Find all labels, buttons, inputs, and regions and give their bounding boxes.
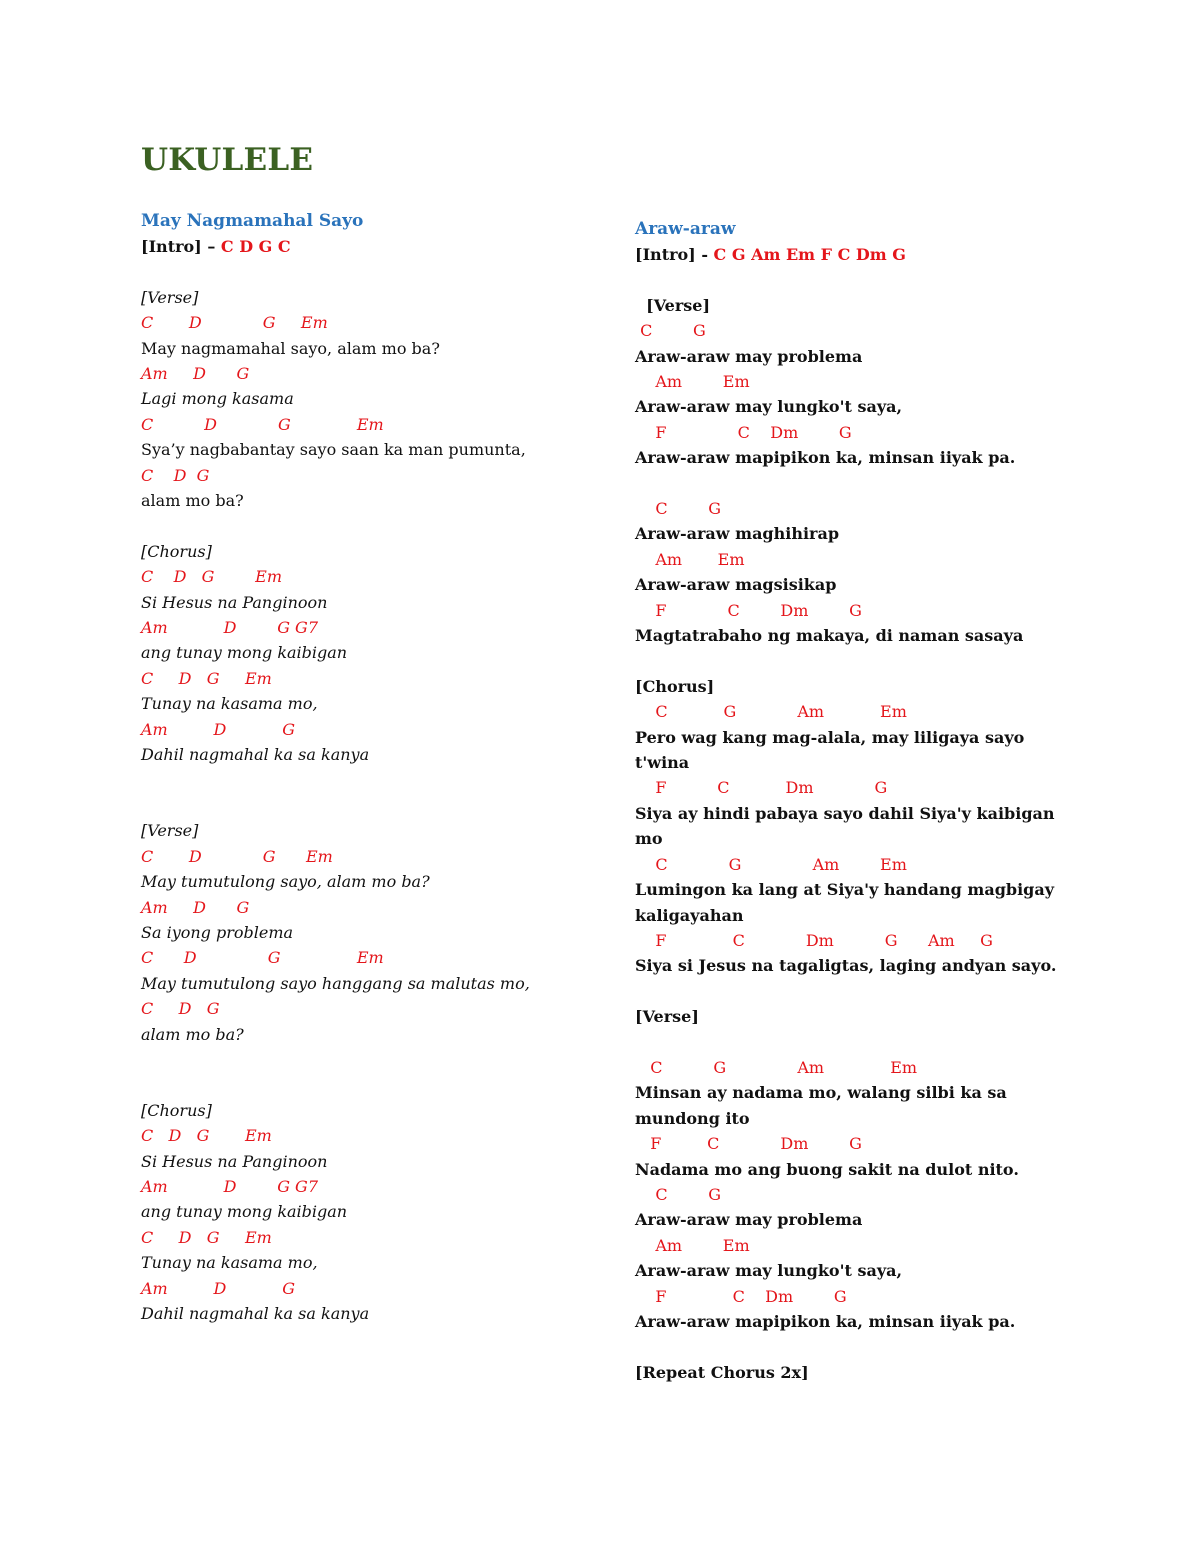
intro-chords: C D G C bbox=[220, 237, 291, 256]
lyric-line: Lagi mong kasama bbox=[141, 389, 294, 409]
chord-line: C D G Em bbox=[141, 1227, 272, 1247]
chord-line: F C Dm G bbox=[635, 778, 888, 798]
lyric-line: May tumutulong sayo hanggang sa malutas mo, bbox=[141, 973, 530, 993]
lyric-line: Araw-araw mapipikon ka, minsan iiyak pa. bbox=[635, 1311, 1016, 1331]
lyric-line: Tunay na kasama mo, bbox=[141, 1253, 318, 1273]
lyric-line: Araw-araw may lungko't saya, bbox=[635, 1261, 903, 1281]
document-title: UKULELE bbox=[141, 142, 314, 178]
lyric-line: Tunay na kasama mo, bbox=[141, 694, 318, 714]
chord-line: C D G Em bbox=[141, 1126, 272, 1146]
lyric-line: May tumutulong sayo, alam mo ba? bbox=[141, 872, 430, 892]
chord-line: F C Dm G bbox=[635, 1286, 847, 1306]
intro-line bbox=[141, 234, 571, 259]
chord-line: Am Em bbox=[635, 549, 745, 569]
chord-line: Am Em bbox=[635, 1235, 750, 1255]
lyric-line: Nadama mo ang buong sakit na dulot nito. bbox=[635, 1159, 1019, 1179]
chord-line: F C Dm G bbox=[635, 600, 862, 620]
chord-line: C D G Em bbox=[141, 567, 282, 587]
chord-line: C D G Em bbox=[141, 313, 328, 333]
section-label: [Verse] bbox=[141, 821, 199, 841]
chord-line: Am D G G7 bbox=[141, 618, 319, 638]
chord-line: Am D G bbox=[141, 1278, 296, 1298]
lyric-line: Araw-araw may problema bbox=[635, 1210, 863, 1230]
chord-line: C G bbox=[635, 321, 706, 341]
chord-line: Am D G bbox=[141, 719, 296, 739]
lyric-line: Araw-araw mapipikon ka, minsan iiyak pa. bbox=[635, 448, 1016, 468]
chord-line: C D G bbox=[141, 465, 210, 485]
intro-label: [Intro] – bbox=[141, 237, 221, 256]
chord-line: C D G bbox=[141, 999, 220, 1019]
song-title-araw-araw: Araw-araw bbox=[635, 219, 736, 239]
lyric-line: Sya’y nagbabantay sayo saan ka man pumunta, bbox=[141, 440, 526, 460]
intro-label: [Intro] - bbox=[635, 245, 714, 264]
lyric-line: Si Hesus na Panginoon bbox=[141, 592, 328, 612]
chord-line: Am D G G7 bbox=[141, 1176, 319, 1196]
song-title-may-nagmamahal-sayo: May Nagmamahal Sayo bbox=[141, 211, 364, 231]
section-label: [Chorus] bbox=[141, 1100, 212, 1120]
chord-line: F C Dm G bbox=[635, 1134, 862, 1154]
lyric-line: Lumingon ka lang at Siya'y handang magbigay kaligayahan bbox=[635, 880, 1060, 925]
chord-line: C G Am Em bbox=[635, 1057, 918, 1077]
section-label: [Chorus] bbox=[141, 541, 212, 561]
section-label: [Verse] bbox=[635, 295, 711, 315]
lyric-line: Dahil nagmahal ka sa kanya bbox=[141, 745, 370, 765]
lyric-line: Siya ay hindi pabaya sayo dahil Siya'y kaibigan mo bbox=[635, 803, 1061, 849]
song-right-column bbox=[635, 216, 1065, 1385]
lyric-line: alam mo ba? bbox=[141, 1024, 244, 1044]
chord-line: F C Dm G bbox=[635, 422, 852, 442]
chord-line: C G bbox=[635, 1184, 722, 1204]
chord-line: C G Am Em bbox=[635, 702, 907, 722]
lyric-line: Araw-araw may problema bbox=[635, 346, 863, 366]
lyric-line: ang tunay mong kaibigan bbox=[141, 643, 348, 663]
chord-line: C G Am Em bbox=[635, 854, 907, 874]
chord-line: Am Em bbox=[635, 372, 750, 392]
lyric-line: Magtatrabaho ng makaya, di naman sasaya bbox=[635, 626, 1024, 646]
lyric-line: Si Hesus na Panginoon bbox=[141, 1151, 328, 1171]
lyric-line: Dahil nagmahal ka sa kanya bbox=[141, 1304, 370, 1323]
lyric-line: alam mo ba? bbox=[141, 491, 244, 511]
lyric-line: Pero wag kang mag-alala, may liligaya sayo t'wina bbox=[635, 727, 1030, 773]
lyric-line: Minsan ay nadama mo, walang silbi ka sa mundong ito bbox=[635, 1083, 1013, 1128]
section-label: [Chorus] bbox=[635, 676, 715, 696]
lyric-line: Sa iyong problema bbox=[141, 922, 294, 942]
chord-line: C D G Em bbox=[141, 668, 272, 688]
section-label: [Verse] bbox=[635, 1007, 699, 1027]
chord-line: Am D G bbox=[141, 364, 250, 384]
chord-line: C D G Em bbox=[141, 846, 333, 866]
repeat-chorus-note: [Repeat Chorus 2x] bbox=[635, 1362, 809, 1382]
intro-chords: C G Am Em F C Dm G bbox=[713, 245, 906, 264]
lyric-line: Siya si Jesus na tagaligtas, laging andyan sayo. bbox=[635, 956, 1057, 976]
lyric-line: May nagmamahal sayo, alam mo ba? bbox=[141, 338, 440, 358]
chord-line: C D G Em bbox=[141, 948, 384, 968]
lyric-line: ang tunay mong kaibigan bbox=[141, 1202, 348, 1222]
section-label: [Verse] bbox=[141, 287, 199, 307]
chord-line: Am D G bbox=[141, 897, 250, 917]
lyric-line: Araw-araw maghihirap bbox=[635, 524, 840, 544]
chord-line: C G bbox=[635, 499, 722, 519]
song-left-column bbox=[141, 208, 571, 1326]
intro-line bbox=[635, 242, 1065, 267]
chord-line: F C Dm G Am G bbox=[635, 930, 993, 950]
lyric-line: Araw-araw may lungko't saya, bbox=[635, 397, 903, 417]
chord-line: C D G Em bbox=[141, 414, 384, 434]
lyric-line: Araw-araw magsisikap bbox=[635, 575, 837, 595]
